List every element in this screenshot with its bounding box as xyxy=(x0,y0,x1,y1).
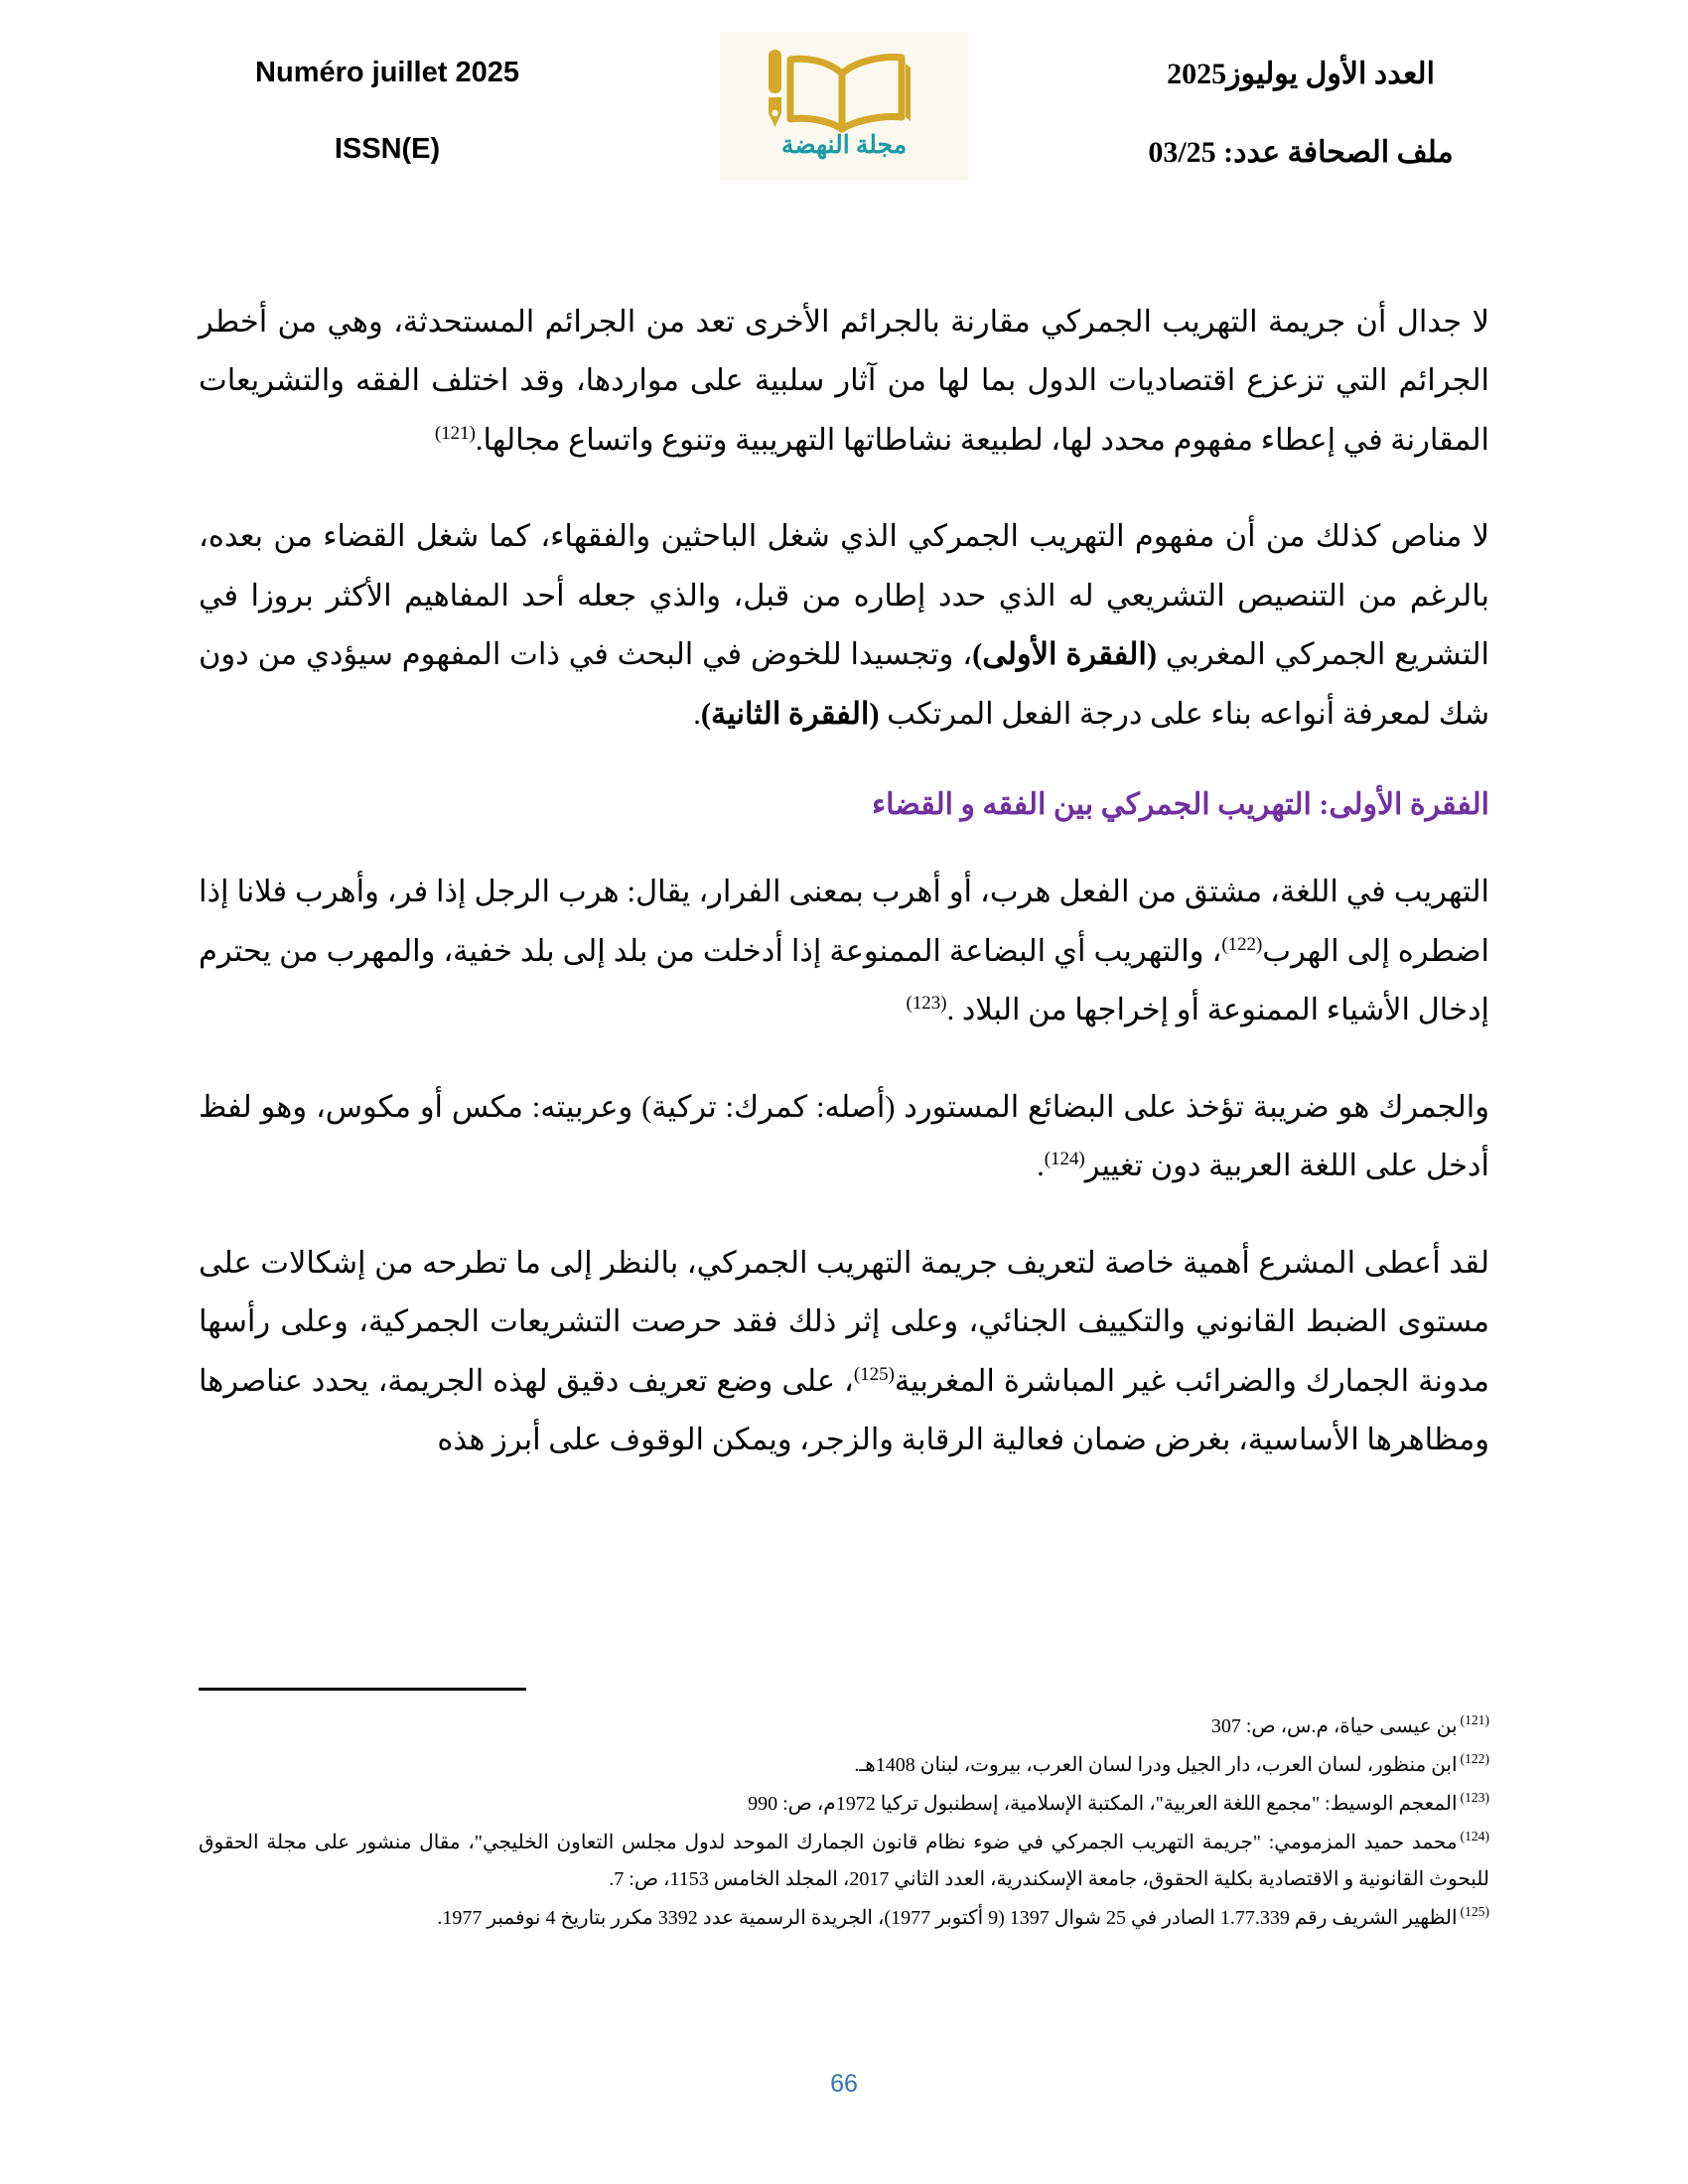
page-header xyxy=(0,28,1688,202)
footnote-number: (124) xyxy=(1460,1829,1489,1844)
footnote-ref-124: (124) xyxy=(1044,1149,1085,1169)
footnote-text: بن عيسى حياة، م.س، ص: 307 xyxy=(1210,1715,1458,1737)
footnote-number: (121) xyxy=(1460,1712,1489,1728)
paragraph-5 xyxy=(199,1234,1489,1470)
logo-container xyxy=(720,32,968,181)
footnote-item xyxy=(199,1786,1489,1823)
footnote-item xyxy=(199,1708,1489,1745)
header-right-block xyxy=(1087,28,1514,181)
paragraph-3-text-b: ، والتهريب أي البضاعة الممنوعة إذا أدخلت من بلد إلى بلد خفية، والمهرب من يحترم إدخال الأشياء الممنوعة أو إخراجها من البلاد . xyxy=(199,933,1489,1027)
footnote-separator-rule xyxy=(199,1688,526,1691)
open-book-with-pen-icon xyxy=(747,42,941,137)
paragraph-3 xyxy=(199,863,1489,1039)
footnote-list xyxy=(199,1708,1489,1937)
issue-number-arabic: العدد الأول يوليوز2025 xyxy=(1167,58,1435,90)
paragraph-4-text-b: . xyxy=(1037,1149,1045,1183)
footnotes-section xyxy=(199,1688,1489,1939)
footnote-item xyxy=(199,1747,1489,1784)
footnote-text: محمد حميد المزمومي: "جريمة التهريب الجمركي في ضوء نظام قانون الجمارك الموحد لدول مجلس التعاون الخليجي"، مقال منشور على مجلة الحقوق للبحوث القانونية و الاقتصادية بكلية الحقوق، جامعة الإسكندرية، العدد الثاني 2017، المجلد الخامس 1153، ص: 7. xyxy=(199,1832,1489,1890)
header-left-block xyxy=(174,28,601,177)
footnote-ref-125: (125) xyxy=(853,1363,895,1385)
page-number: 66 xyxy=(830,2070,858,2098)
footnote-number: (123) xyxy=(1460,1790,1489,1806)
journal-logo xyxy=(695,28,993,181)
footnote-separator-wrap xyxy=(199,1688,1489,1691)
paragraph-1 xyxy=(199,293,1489,470)
issn-label: ISSN(E) xyxy=(334,133,441,166)
inline-ref-first-section: (الفقرة الأولى) xyxy=(972,637,1157,672)
article-body xyxy=(199,293,1489,1508)
paragraph-2-text-a: لا مناص كذلك من أن مفهوم التهريب الجمركي الذي شغل الباحثين والفقهاء، كما شغل القضاء من بعده، بالرغم من التنصيص التشريعي له الذي حدد إطاره من قبل، والذي جعله أحد المفاهيم الأكثر بروزا في التشريع الجمركي المغربي xyxy=(199,519,1489,672)
paragraph-3-text-a: التهريب في اللغة، مشتق من الفعل هرب، أو أهرب بمعنى الفرار، يقال: هرب الرجل إذا فر، وأهرب فلانا إذا اضطره إلى الهرب xyxy=(199,875,1489,968)
logo-caption: مجلة النهضة xyxy=(780,132,908,159)
footnote-ref-122: (122) xyxy=(1221,933,1263,955)
paragraph-4-text-a: والجمرك هو ضريبة تؤخذ على البضائع المستورد (أصله: كمرك: تركية) وعربيته: مكس أو مكوس، وهو لفظ أدخل على اللغة العربية دون تغيير xyxy=(199,1089,1489,1183)
paragraph-2-text-c: . xyxy=(693,696,701,731)
footnote-number: (125) xyxy=(1460,1904,1489,1920)
paragraph-5-text-a: لقد أعطى المشرع أهمية خاصة لتعريف جريمة التهريب الجمركي، بالنظر إلى ما تطرحه من إشكالات على مستوى الضبط القانوني والتكييف الجنائي، وعلى إثر ذلك فقد حرصت التشريعات الجمركية، وعلى رأسها مدونة الجمارك والضرائب غير المباشرة المغربية xyxy=(199,1245,1489,1398)
footnote-text: المعجم الوسيط: "مجمع اللغة العربية"، المكتبة الإسلامية، إسطنبول تركيا 1972م، ص: 990 xyxy=(748,1793,1458,1815)
paragraph-4 xyxy=(199,1078,1489,1196)
footnote-item xyxy=(199,1825,1489,1898)
paragraph-2 xyxy=(199,507,1489,744)
footnote-ref-121: (121) xyxy=(434,422,476,444)
issue-number-french: Numéro juillet 2025 xyxy=(255,57,519,88)
paragraph-1-text: لا جدال أن جريمة التهريب الجمركي مقارنة بالجرائم الأخرى تعد من الجرائم المستحدثة، وهي من أخطر الجرائم التي تزعزع اقتصاديات الدول بما لها من آثار سلبية على مواردها، وقد اختلف الفقه والتشريعات المقارنة في إعطاء مفهوم محدد لها، لطبيعة نشاطاتها التهريبية وتنوع واتساع مجالها. xyxy=(199,305,1489,457)
footnote-item xyxy=(199,1900,1489,1937)
footnote-text: ابن منظور، لسان العرب، دار الجيل ودرا لسان العرب، بيروت، لبنان 1408هـ. xyxy=(854,1754,1458,1776)
paragraph-5-text-b: ، على وضع تعريف دقيق لهذه الجريمة، يحدد عناصرها ومظاهرها الأساسية، بغرض ضمان فعالية الرقابة والزجر، ويمكن الوقوف على أبرز هذه xyxy=(199,1363,1489,1457)
section-heading: الفقرة الأولى: التهريب الجمركي بين الفقه و القضاء xyxy=(872,788,1489,822)
press-file-number: ملف الصحافة عدد: 03/25 xyxy=(1148,136,1454,169)
inline-ref-second-section: (الفقرة الثانية) xyxy=(700,696,880,731)
footnote-ref-123: (123) xyxy=(906,993,947,1015)
paragraph-2-text-b: ، وتجسيدا للخوض في البحث في ذات المفهوم سيؤدي من دون شك لمعرفة أنواعه بناء على درجة الفعل المرتكب xyxy=(199,637,1489,731)
footnote-text: الظهير الشريف رقم 1.77.339 الصادر في 25 شوال 1397 (9 أكتوبر 1977)، الجريدة الرسمية عدد 3392 مكرر بتاريخ 4 نوفمبر 1977. xyxy=(437,1907,1458,1929)
footnote-number: (122) xyxy=(1460,1751,1489,1767)
